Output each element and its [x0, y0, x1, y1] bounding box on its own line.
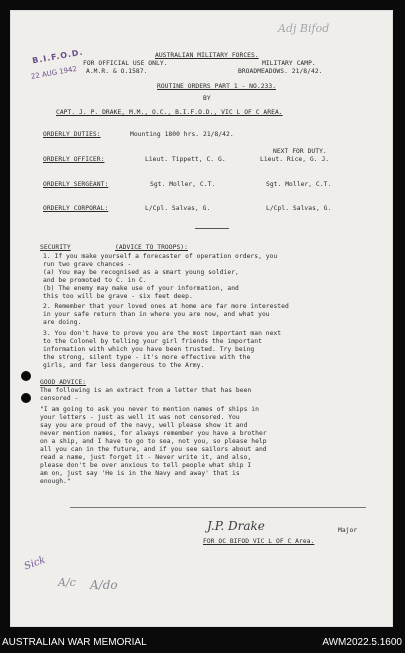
security-heading: SECURITY — [40, 244, 71, 251]
orderly-sergeant-current: Sgt. Moller, C.T. — [150, 181, 216, 188]
advice-line: never mention names, for always remember you have a brother — [40, 430, 267, 437]
advice-line: am on, just say 'He is in the Navy and away' that is — [40, 470, 240, 477]
security-line: and be promoted to C. in C. — [43, 277, 147, 284]
orders-by: BY — [203, 95, 211, 102]
advice-line: your letters - just as well it was not censored. You — [40, 414, 240, 421]
orders-officer: CAPT. J. P. DRAKE, M.M., O.C., B.I.F.O.D., VIC L OF C AREA. — [56, 109, 283, 116]
handwritten-note-3: A/do — [90, 578, 118, 592]
handwritten-note-1: Sick — [22, 554, 47, 573]
security-line: in your safe return than in where you are now, and what you — [43, 311, 270, 318]
amr-reference: A.M.R. & O.1587. — [86, 68, 148, 75]
header-title: AUSTRALIAN MILITARY FORCES. — [155, 52, 259, 59]
punch-hole — [21, 371, 31, 381]
advice-line: read a name, just forget it - Never write it, and also, — [40, 454, 252, 461]
security-line: (a) You may be recognised as a smart young soldier, — [43, 269, 239, 276]
duties-label: ORDERLY DUTIES: — [43, 131, 101, 138]
orderly-corporal-next: L/Cpl. Salvas, G. — [266, 205, 332, 212]
section-divider — [195, 228, 229, 229]
orderly-officer-next: Lieut. Rice, G. J. — [260, 156, 330, 163]
orderly-corporal-label: ORDERLY CORPORAL: — [43, 205, 109, 212]
official-use: FOR OFFICIAL USE ONLY. — [83, 60, 168, 67]
handwritten-annotation: Adj Bifod — [278, 22, 330, 35]
orderly-corporal-current: L/Cpl. Salvas, G. — [145, 205, 211, 212]
advice-line: The following is an extract from a letter that has been — [40, 387, 252, 394]
advice-line: all you can in the future, and if you see sailors about and — [40, 446, 267, 453]
signature-rank: Major — [338, 527, 358, 534]
security-line: to the Colonel by telling your girl friends the important — [43, 338, 262, 345]
security-line: 2. Remember that your loved ones at home are far more interested — [43, 303, 289, 310]
orderly-sergeant-next: Sgt. Moller, C.T. — [266, 181, 332, 188]
camp-label: MILITARY CAMP. — [262, 60, 316, 67]
advice-line: enough." — [40, 478, 71, 485]
footer-credit: AUSTRALIAN WAR MEMORIAL — [2, 637, 147, 648]
advice-line: censored - — [40, 395, 79, 402]
stamp-unit: B.I.F.O.D. — [31, 47, 85, 66]
receipt-stamp — [21, 42, 86, 95]
handwritten-signature: J.P. Drake — [207, 519, 265, 533]
security-line: the strong, silent type - it's more effective with the — [43, 354, 251, 361]
document-page — [10, 10, 393, 627]
handwritten-note-2: A/c — [58, 576, 76, 589]
bottom-divider — [70, 507, 366, 508]
advice-line: please don't be over anxious to tell people what ship I — [40, 462, 252, 469]
security-subheading: (ADVICE TO TROOPS): — [115, 244, 188, 251]
signature-for-line: FOR OC BIFOD VIC L OF C Area. — [203, 538, 315, 545]
duties-value: Mounting 1800 hrs. 21/8/42. — [130, 131, 234, 138]
orderly-officer-label: ORDERLY OFFICER: — [43, 156, 105, 163]
footer-accession-id: AWM2022.5.1600 — [322, 637, 402, 648]
security-line: information with which you have been trusted. Try being — [43, 346, 255, 353]
advice-line: "I am going to ask you never to mention names of ships in — [40, 406, 259, 413]
security-line: 3. You don't have to prove you are the most important man next — [43, 330, 282, 337]
punch-hole — [21, 393, 31, 403]
security-line: this too will be grave - six feet deep. — [43, 293, 193, 300]
camp-place-date: BROADMEADOWS. 21/8/42. — [238, 68, 323, 75]
security-line: girls, and far less dangerous to the Army. — [43, 362, 205, 369]
advice-line: on a ship, and I have to go to sea, not you, so please help — [40, 438, 267, 445]
stamp-date: 22 AUG 1942 — [30, 64, 78, 81]
security-line: 1. If you make yourself a forecaster of operation orders, you — [43, 253, 278, 260]
orderly-officer-current: Lieut. Tippett, C. G. — [145, 156, 226, 163]
orderly-sergeant-label: ORDERLY SERGEANT: — [43, 181, 109, 188]
security-line: are doing. — [43, 319, 82, 326]
advice-line: say you are proud of the navy, well please show it and — [40, 422, 248, 429]
security-line: run two grave chances - — [43, 261, 132, 268]
security-line: (b) The enemy may make use of your information, and — [43, 285, 239, 292]
next-for-duty-heading: NEXT FOR DUTY. — [273, 148, 327, 155]
advice-heading: GOOD ADVICE: — [40, 379, 87, 386]
footer-bar — [0, 631, 405, 653]
orders-title: ROUTINE ORDERS PART 1 - NO.233. — [157, 83, 277, 90]
